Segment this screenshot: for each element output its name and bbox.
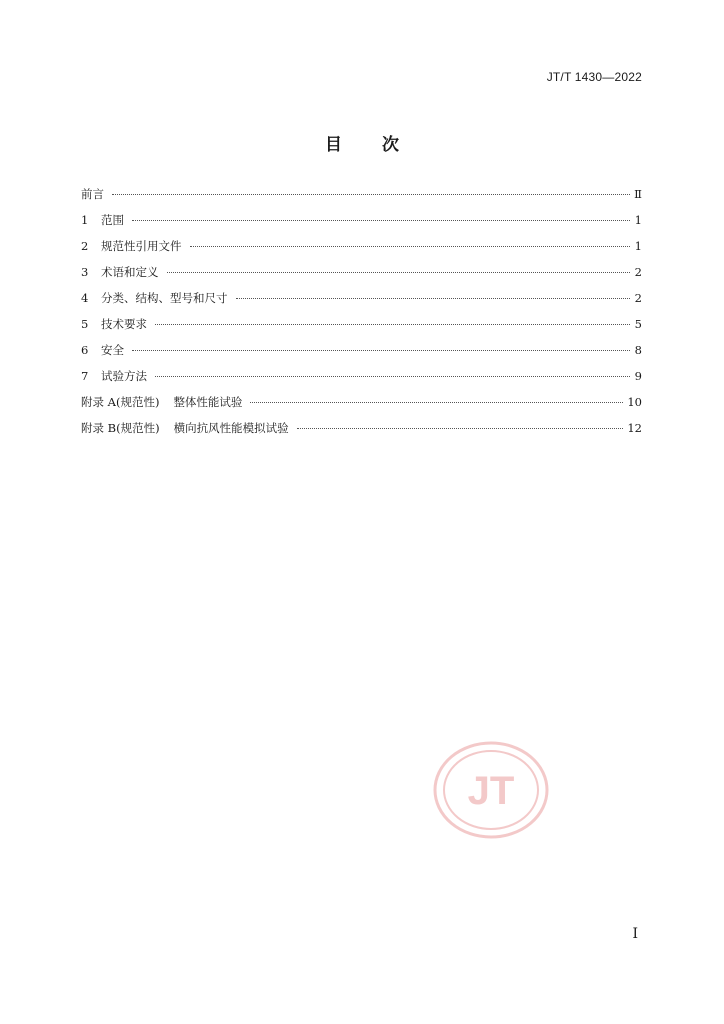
leader-dots <box>236 298 631 299</box>
toc-entry-number: 5 <box>81 317 89 331</box>
toc-entry-label: 横向抗风性能模拟试验 <box>173 421 289 435</box>
toc-entry-number: 3 <box>81 265 89 279</box>
toc-entry-label: 安全 <box>101 343 124 357</box>
toc-entry-3[interactable] <box>81 264 642 290</box>
toc-entry-page: 2 <box>634 265 642 279</box>
toc-entry-number: 1 <box>81 213 89 227</box>
toc-entry-1[interactable] <box>81 212 642 238</box>
toc-entry-page: 1 <box>634 213 642 227</box>
toc-entry-page: Ⅱ <box>634 187 642 201</box>
toc-entry-label: 分类、结构、型号和尺寸 <box>101 291 228 305</box>
toc-entry-number: 附录 A(规范性) <box>81 395 160 409</box>
toc-entry-label: 整体性能试验 <box>173 395 243 409</box>
toc-entry-page: 2 <box>634 291 642 305</box>
svg-text:JT: JT <box>467 769 515 813</box>
toc-entry-label: 规范性引用文件 <box>101 239 182 253</box>
leader-dots <box>250 402 623 403</box>
toc-entry-label: 术语和定义 <box>101 265 159 279</box>
toc-entry-number: 附录 B(规范性) <box>81 421 160 435</box>
toc-entry-label: 范围 <box>101 213 124 227</box>
toc-entry-page: 10 <box>627 395 642 409</box>
table-of-contents <box>81 186 642 446</box>
leader-dots <box>132 220 630 221</box>
page-number: I <box>632 926 638 942</box>
toc-entry-page: 1 <box>634 239 642 253</box>
toc-entry-5[interactable] <box>81 316 642 342</box>
leader-dots <box>155 324 630 325</box>
jt-watermark-logo <box>432 740 550 840</box>
toc-entry-label: 技术要求 <box>101 317 147 331</box>
leader-dots <box>297 428 624 429</box>
toc-entry-page: 5 <box>634 317 642 331</box>
toc-entry-label: 前言 <box>81 187 104 201</box>
toc-entry-number: 4 <box>81 291 89 305</box>
toc-entry-page: 9 <box>634 369 642 383</box>
toc-entry-page: 8 <box>634 343 642 357</box>
toc-entry-preface[interactable] <box>81 186 642 212</box>
toc-title: 目次 <box>325 135 439 155</box>
toc-entry-2[interactable] <box>81 238 642 264</box>
toc-entry-annex-b[interactable] <box>81 420 642 446</box>
toc-entry-page: 12 <box>627 421 642 435</box>
toc-entry-label: 试验方法 <box>101 369 147 383</box>
toc-entry-7[interactable] <box>81 368 642 394</box>
leader-dots <box>155 376 630 377</box>
leader-dots <box>132 350 630 351</box>
toc-entry-4[interactable] <box>81 290 642 316</box>
toc-entry-number: 7 <box>81 369 89 383</box>
leader-dots <box>190 246 631 247</box>
toc-entry-6[interactable] <box>81 342 642 368</box>
leader-dots <box>167 272 631 273</box>
standard-code: JT/T 1430—2022 <box>546 70 642 84</box>
toc-entry-number: 2 <box>81 239 89 253</box>
leader-dots <box>112 194 630 195</box>
toc-entry-annex-a[interactable] <box>81 394 642 420</box>
toc-entry-number: 6 <box>81 343 89 357</box>
